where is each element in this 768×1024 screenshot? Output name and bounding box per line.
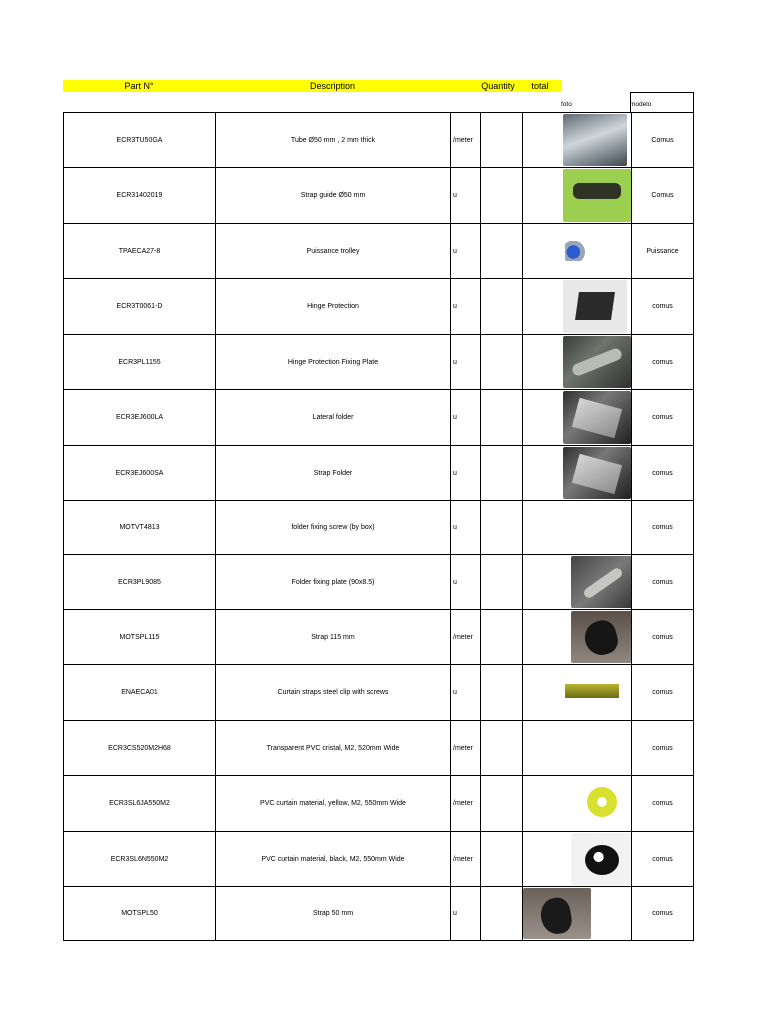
yellow-roll-photo	[571, 777, 631, 830]
parts-table	[63, 112, 694, 941]
table-row	[63, 334, 694, 389]
quantity-unit-cell: u	[450, 167, 480, 223]
total-cell	[480, 886, 522, 941]
quantity-unit-cell: u	[450, 389, 480, 445]
part-number-cell: ECR3SL6JA550M2	[63, 775, 215, 831]
model-cell: comus	[631, 554, 694, 609]
photo-cell	[522, 831, 631, 886]
model-cell: comus	[631, 831, 694, 886]
quantity-unit-cell: u	[450, 445, 480, 500]
part-number-cell: ECR3PL9085	[63, 554, 215, 609]
model-cell: Comus	[631, 167, 694, 223]
model-cell: comus	[631, 775, 694, 831]
total-cell	[480, 609, 522, 664]
description-cell: Hinge Protection Fixing Plate	[215, 334, 450, 389]
total-cell	[480, 278, 522, 334]
header-total: total	[531, 81, 549, 91]
quantity-unit-cell: u	[450, 223, 480, 278]
quantity-unit-cell: /meter	[450, 112, 480, 167]
steel-clip-photo	[559, 666, 623, 719]
description-cell: Transparent PVC cristal, M2, 520mm Wide	[215, 720, 450, 775]
part-number-cell: ECR3TU50GA	[63, 112, 215, 167]
model-cell: Comus	[631, 112, 694, 167]
trolley-wheels-photo	[559, 225, 595, 277]
table-row	[63, 554, 694, 609]
table-row	[63, 886, 694, 941]
model-cell: comus	[631, 500, 694, 554]
table-row	[63, 500, 694, 554]
hinge-protection-photo	[563, 280, 627, 333]
table-row	[63, 664, 694, 720]
quantity-unit-cell: u	[450, 500, 480, 554]
table-row	[63, 720, 694, 775]
total-cell	[480, 720, 522, 775]
black-roll-photo	[571, 833, 631, 885]
metal-tube-photo	[563, 114, 627, 166]
part-number-cell: TPAECA27-8	[63, 223, 215, 278]
part-number-cell: ECR3CS520M2H68	[63, 720, 215, 775]
table-row	[63, 389, 694, 445]
model-cell: comus	[631, 278, 694, 334]
photo-cell	[522, 886, 631, 941]
description-cell: Lateral folder	[215, 389, 450, 445]
description-cell: Curtain straps steel clip with screws	[215, 664, 450, 720]
header-quantity: Quantity	[481, 81, 515, 91]
description-cell: Strap 50 mm	[215, 886, 450, 941]
model-cell: comus	[631, 389, 694, 445]
total-cell	[480, 112, 522, 167]
description-cell: Strap guide Ø50 mm	[215, 167, 450, 223]
total-cell	[480, 389, 522, 445]
strap-roll-photo	[571, 611, 631, 663]
description-cell: Puissance trolley	[215, 223, 450, 278]
description-cell: folder fixing screw (by box)	[215, 500, 450, 554]
metal-folder-photo	[563, 391, 631, 444]
table-row	[63, 167, 694, 223]
total-cell	[480, 445, 522, 500]
model-cell: comus	[631, 445, 694, 500]
modelo-header-cell	[630, 92, 694, 112]
part-number-cell: MOTSPL115	[63, 609, 215, 664]
model-cell: comus	[631, 664, 694, 720]
total-cell	[480, 664, 522, 720]
table-row	[63, 831, 694, 886]
subheader-modelo: modelo	[630, 101, 652, 108]
quantity-unit-cell: /meter	[450, 775, 480, 831]
description-cell: Hinge Protection	[215, 278, 450, 334]
subheader-foto: foto	[561, 101, 572, 108]
table-row	[63, 609, 694, 664]
description-cell: Strap 115 mm	[215, 609, 450, 664]
total-cell	[480, 223, 522, 278]
model-cell: comus	[631, 334, 694, 389]
model-cell: comus	[631, 720, 694, 775]
quantity-unit-cell: u	[450, 334, 480, 389]
photo-cell	[522, 167, 631, 223]
strap-roll-photo	[523, 888, 591, 939]
model-cell: comus	[631, 609, 694, 664]
photo-cell	[522, 223, 631, 278]
total-cell	[480, 831, 522, 886]
part-number-cell: ENAECA01	[63, 664, 215, 720]
total-cell	[480, 334, 522, 389]
quantity-unit-cell: /meter	[450, 720, 480, 775]
part-number-cell: ECR3PL1155	[63, 334, 215, 389]
photo-cell	[522, 609, 631, 664]
header-part-no: Part N°	[124, 81, 154, 91]
table-row	[63, 223, 694, 278]
model-cell: Puissance	[631, 223, 694, 278]
photo-cell	[522, 500, 631, 554]
total-cell	[480, 775, 522, 831]
photo-cell	[522, 775, 631, 831]
description-cell: PVC curtain material, black, M2, 550mm Wide	[215, 831, 450, 886]
part-number-cell: ECR31402019	[63, 167, 215, 223]
fixing-plate-photo	[563, 336, 631, 388]
photo-cell	[522, 445, 631, 500]
part-number-cell: ECR3EJ600LA	[63, 389, 215, 445]
quantity-unit-cell: u	[450, 278, 480, 334]
quantity-unit-cell: u	[450, 554, 480, 609]
table-row	[63, 278, 694, 334]
table-row	[63, 112, 694, 167]
photo-cell	[522, 112, 631, 167]
description-cell: Folder fixing plate (90x8.5)	[215, 554, 450, 609]
photo-cell	[522, 554, 631, 609]
total-cell	[480, 500, 522, 554]
quantity-unit-cell: u	[450, 664, 480, 720]
total-cell	[480, 554, 522, 609]
quantity-unit-cell: /meter	[450, 831, 480, 886]
table-row	[63, 775, 694, 831]
part-number-cell: MOTSPL50	[63, 886, 215, 941]
photo-cell	[522, 720, 631, 775]
quantity-unit-cell: /meter	[450, 609, 480, 664]
description-cell: Tube Ø50 mm , 2 mm thick	[215, 112, 450, 167]
green-strap-guide-photo	[563, 169, 631, 222]
photo-cell	[522, 389, 631, 445]
header-description: Description	[309, 81, 356, 91]
part-number-cell: ECR3EJ600SA	[63, 445, 215, 500]
photo-cell	[522, 334, 631, 389]
description-cell: PVC curtain material, yellow, M2, 550mm Wide	[215, 775, 450, 831]
photo-cell	[522, 664, 631, 720]
table-row	[63, 445, 694, 500]
description-cell: Strap Folder	[215, 445, 450, 500]
total-cell	[480, 167, 522, 223]
metal-folder-photo	[563, 447, 631, 499]
folder-plate-photo	[571, 556, 631, 608]
part-number-cell: MOTVT4813	[63, 500, 215, 554]
table-header	[63, 80, 562, 92]
part-number-cell: ECR3SL6N550M2	[63, 831, 215, 886]
photo-cell	[522, 278, 631, 334]
model-cell: comus	[631, 886, 694, 941]
part-number-cell: ECR3T0061-D	[63, 278, 215, 334]
quantity-unit-cell: u	[450, 886, 480, 941]
